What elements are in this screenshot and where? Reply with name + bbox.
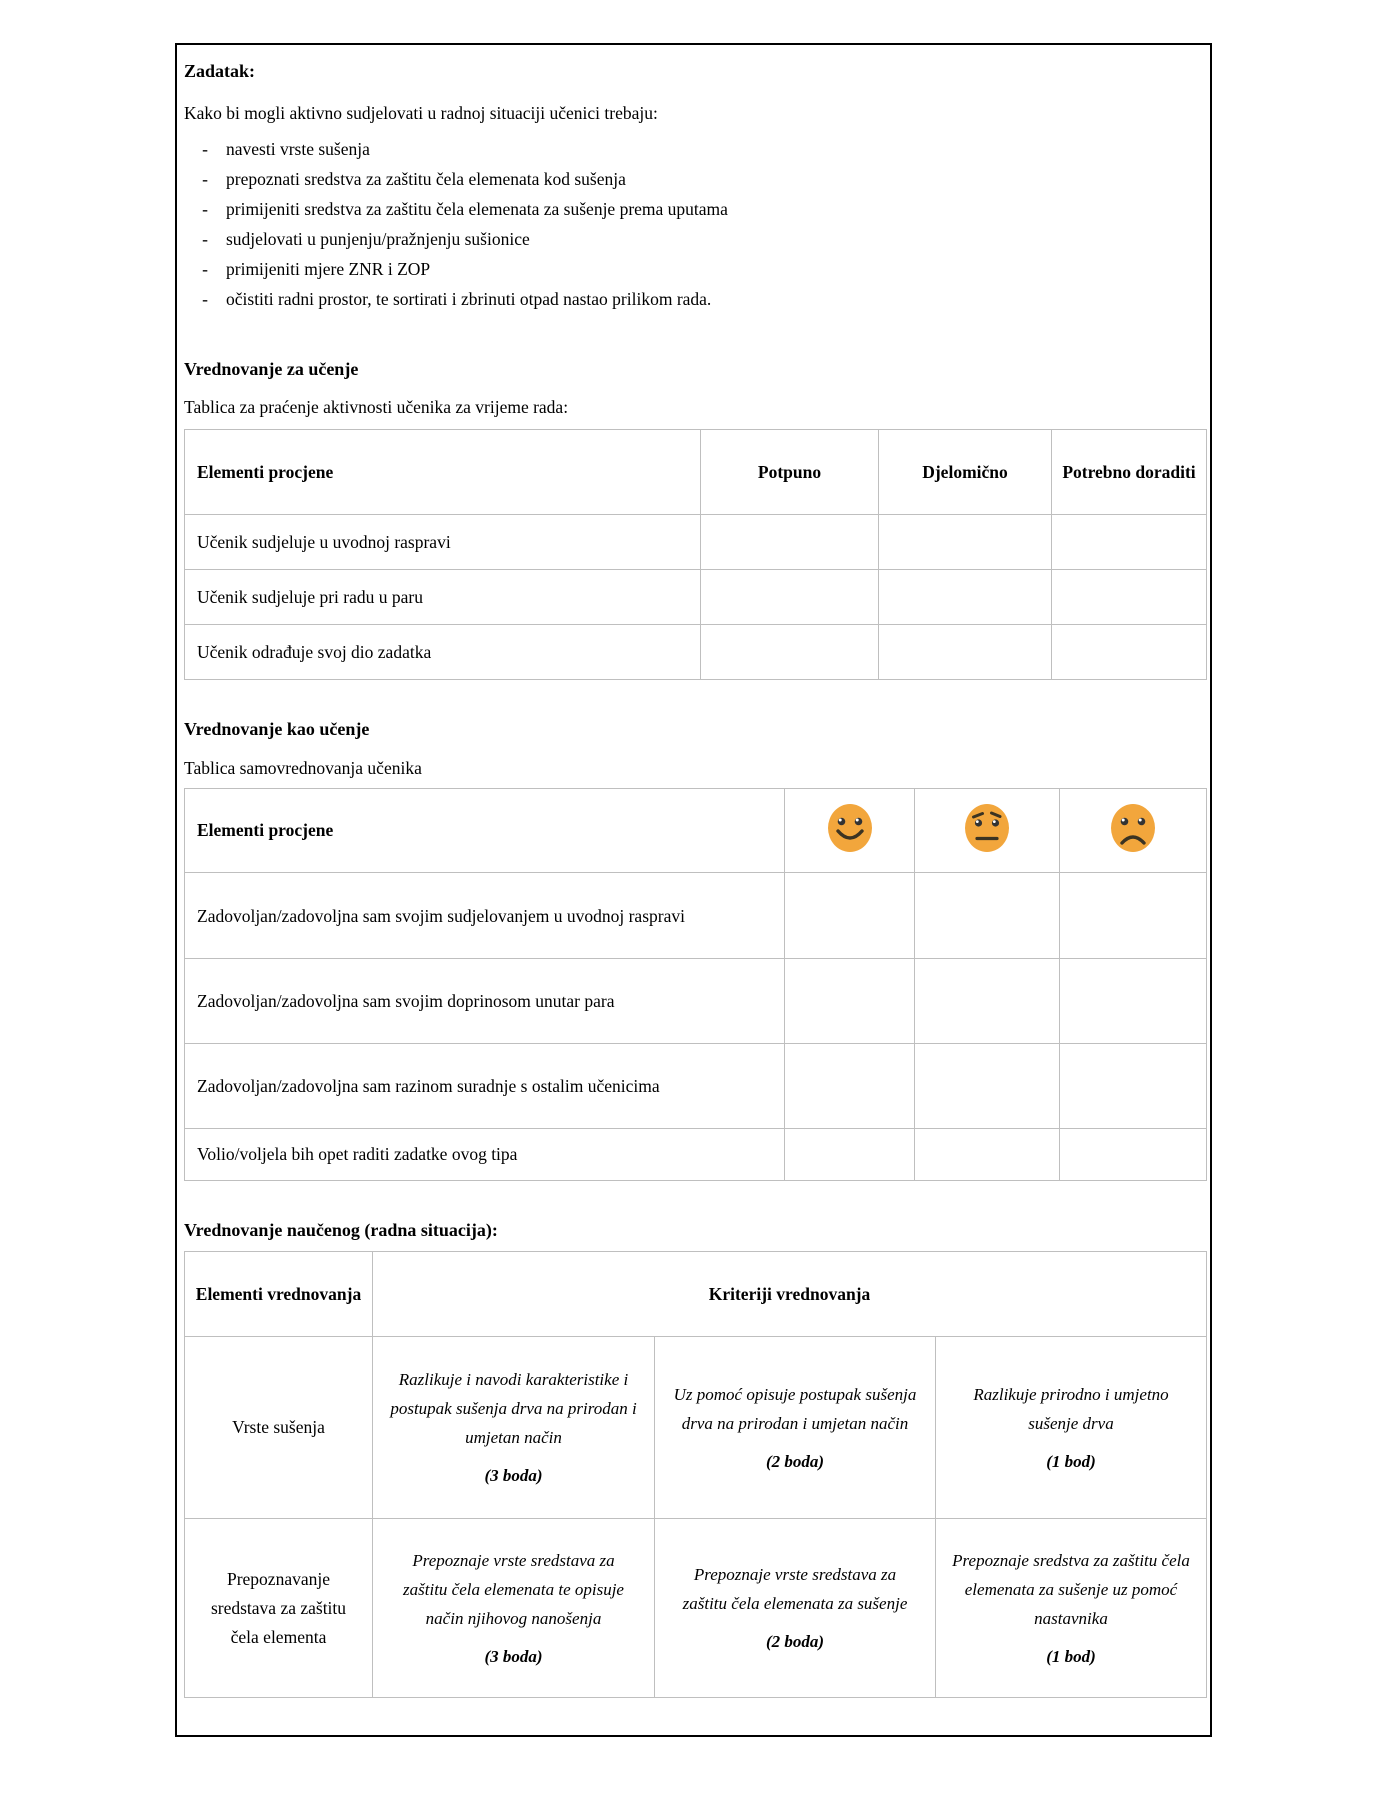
table-row [185, 515, 1207, 570]
section-heading-of-learning: Vrednovanje naučenog (radna situacija): [184, 1220, 498, 1240]
sad-face-icon [1109, 802, 1157, 859]
list-item [184, 284, 1206, 314]
empty-cell [701, 515, 879, 570]
table-row [185, 1519, 1207, 1698]
col-header-djelomicno: Djelomično [879, 430, 1052, 515]
criterion-text: Prepoznaje sredstva za zaštitu čela elemenata za sušenje uz pomoć nastavnika [952, 1550, 1190, 1628]
col-header-sad [1060, 789, 1207, 873]
table-row [185, 625, 1207, 680]
criteria-table [184, 1251, 1207, 1698]
row-label: Učenik odrađuje svoj dio zadatka [185, 625, 701, 680]
empty-cell [1060, 1044, 1207, 1129]
bullet-marker: - [202, 199, 208, 219]
task-heading: Zadatak: [184, 61, 256, 81]
criterion-cell [936, 1337, 1207, 1519]
bullet-marker: - [202, 259, 208, 279]
criterion-points: (1 bod) [1046, 1646, 1096, 1666]
criterion-cell [373, 1519, 655, 1698]
col-header-elementi-procjene: Elementi procjene [185, 789, 785, 873]
table-row [185, 1044, 1207, 1129]
empty-cell [785, 959, 915, 1044]
for-learning-subtitle: Tablica za praćenje aktivnosti učenika za vrijeme rada: [184, 397, 569, 417]
list-item [184, 164, 1206, 194]
as-learning-subtitle: Tablica samovrednovanja učenika [184, 758, 422, 778]
bullet-marker: - [202, 289, 208, 309]
bullet-text: prepoznati sredstva za zaštitu čela elemenata kod sušenja [226, 169, 626, 189]
col-header-elementi-vrednovanja: Elementi vrednovanja [185, 1252, 373, 1337]
criterion-text: Razlikuje prirodno i umjetno sušenje drva [973, 1384, 1169, 1433]
empty-cell [915, 1044, 1060, 1129]
raised-eyebrow-neutral-face-icon [963, 802, 1011, 859]
criterion-points: (2 boda) [765, 1632, 825, 1651]
criterion-points: (3 boda) [484, 1646, 543, 1666]
empty-cell [915, 959, 1060, 1044]
section-heading-for-learning: Vrednovanje za učenje [184, 359, 359, 379]
empty-cell [1060, 1129, 1207, 1181]
bullet-marker: - [202, 139, 208, 159]
criterion-cell [655, 1337, 936, 1519]
table-row [185, 1337, 1207, 1519]
bullet-text: navesti vrste sušenja [226, 139, 370, 159]
empty-cell [701, 625, 879, 680]
col-header-elementi-procjene: Elementi procjene [185, 430, 701, 515]
bullet-text: primijeniti sredstva za zaštitu čela elemenata za sušenje prema uputama [226, 199, 728, 219]
criterion-text: Prepoznaje vrste sredstava za zaštitu čela elemenata za sušenje [682, 1565, 908, 1613]
bullet-marker: - [202, 229, 208, 249]
self-assessment-table [184, 788, 1207, 1181]
document-frame [175, 43, 1212, 1737]
table-row [185, 570, 1207, 625]
table-header-row [185, 789, 1207, 873]
row-label: Volio/voljela bih opet raditi zadatke ovog tipa [185, 1129, 785, 1181]
empty-cell [879, 570, 1052, 625]
activity-tracking-table [184, 429, 1207, 680]
criterion-text: Uz pomoć opisuje postupak sušenja drva na prirodan i umjetan način [673, 1384, 917, 1433]
list-item [184, 224, 1206, 254]
col-header-kriteriji-vrednovanja: Kriteriji vrednovanja [373, 1252, 1207, 1337]
table-row [185, 873, 1207, 959]
table-header-row [185, 1252, 1207, 1337]
empty-cell [1052, 625, 1207, 680]
empty-cell [1052, 570, 1207, 625]
empty-cell [1052, 515, 1207, 570]
element-label: Vrste sušenja [185, 1337, 373, 1519]
row-label: Učenik sudjeluje u uvodnoj raspravi [185, 515, 701, 570]
empty-cell [701, 570, 879, 625]
criterion-cell [373, 1337, 655, 1519]
empty-cell [785, 873, 915, 959]
criterion-text: Razlikuje i navodi karakteristike i postupak sušenja drva na prirodan i umjetan način [390, 1370, 637, 1447]
list-item [184, 134, 1206, 164]
table-row [185, 1129, 1207, 1181]
empty-cell [785, 1044, 915, 1129]
criterion-points: (2 boda) [765, 1451, 825, 1471]
criterion-points: (1 bod) [1046, 1451, 1096, 1471]
row-label: Zadovoljan/zadovoljna sam razinom suradnje s ostalim učenicima [185, 1044, 785, 1129]
col-header-potrebno-doraditi: Potrebno doraditi [1052, 430, 1207, 515]
row-label: Zadovoljan/zadovoljna sam svojim doprinosom unutar para [185, 959, 785, 1044]
section-heading-as-learning: Vrednovanje kao učenje [184, 719, 370, 739]
col-header-neutral [915, 789, 1060, 873]
bullet-text: primijeniti mjere ZNR i ZOP [226, 259, 431, 279]
happy-face-icon [826, 802, 874, 859]
empty-cell [915, 873, 1060, 959]
list-item [184, 194, 1206, 224]
table-row [185, 959, 1207, 1044]
criterion-cell [936, 1519, 1207, 1698]
empty-cell [879, 625, 1052, 680]
empty-cell [1060, 873, 1207, 959]
col-header-potpuno: Potpuno [701, 430, 879, 515]
row-label: Zadovoljan/zadovoljna sam svojim sudjelovanjem u uvodnoj raspravi [185, 873, 785, 959]
empty-cell [1060, 959, 1207, 1044]
bullet-text: sudjelovati u punjenju/pražnjenju sušionice [226, 229, 530, 249]
list-item [184, 254, 1206, 284]
col-header-happy [785, 789, 915, 873]
element-label: Prepoznavanje sredstava za zaštitu čela elementa [185, 1519, 373, 1698]
row-label: Učenik sudjeluje pri radu u paru [185, 570, 701, 625]
task-bullet-list [184, 134, 1206, 314]
task-intro: Kako bi mogli aktivno sudjelovati u radnoj situaciji učenici trebaju: [184, 103, 658, 123]
empty-cell [915, 1129, 1060, 1181]
empty-cell [785, 1129, 915, 1181]
criterion-text: Prepoznaje vrste sredstava za zaštitu čela elemenata te opisuje način njihovog nanošenja [403, 1550, 624, 1628]
table-header-row [185, 430, 1207, 515]
bullet-text: očistiti radni prostor, te sortirati i zbrinuti otpad nastao prilikom rada. [226, 289, 712, 309]
criterion-points: (3 boda) [484, 1466, 543, 1485]
criterion-cell [655, 1519, 936, 1698]
bullet-marker: - [202, 169, 208, 189]
empty-cell [879, 515, 1052, 570]
